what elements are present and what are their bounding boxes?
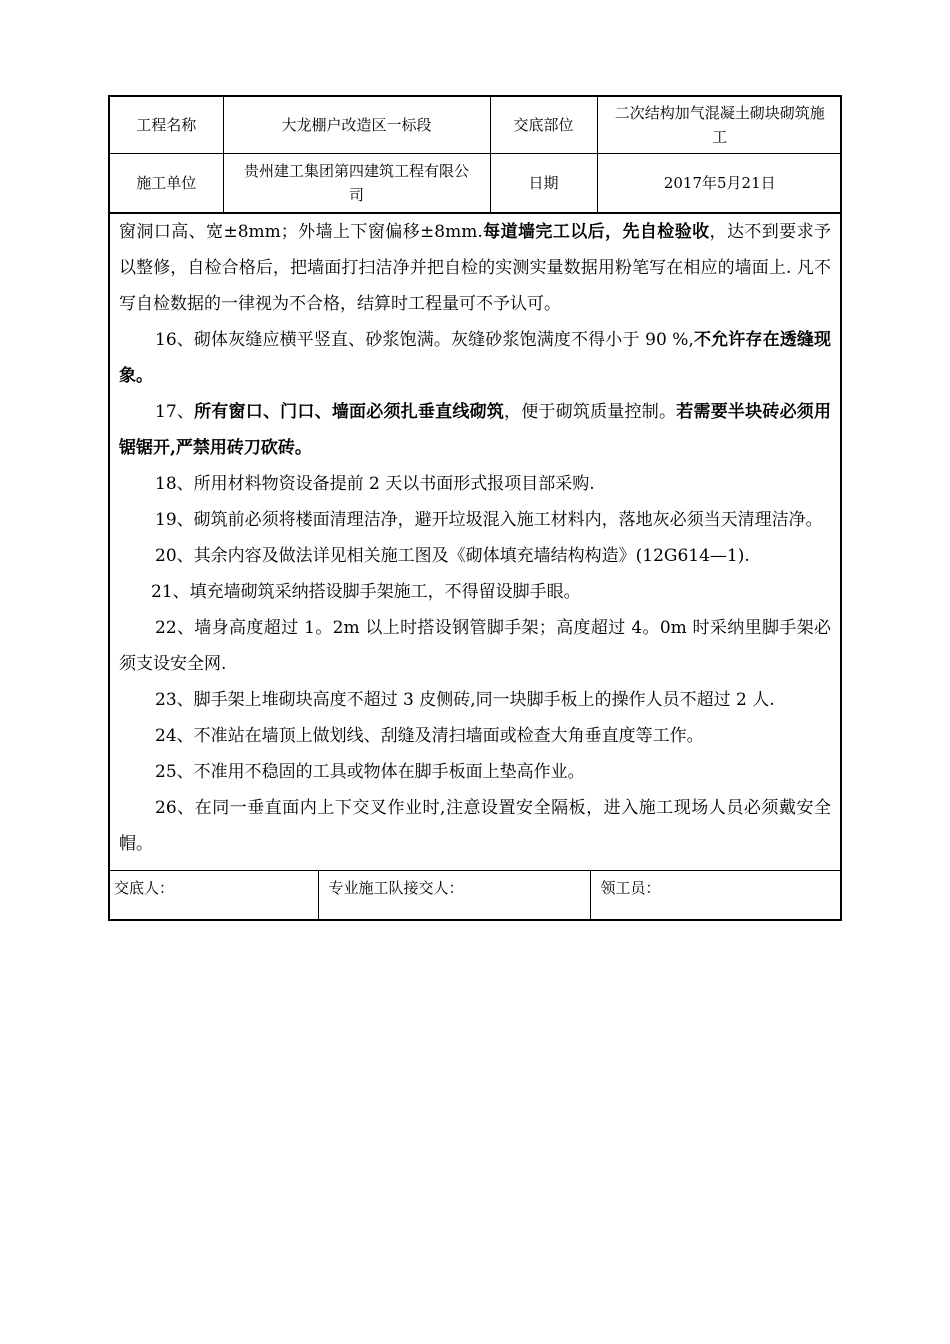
contractor: 贵州建工集团第四建筑工程有限公司 [223, 154, 490, 213]
text: 窗洞口高、宽±8mm；外墙上下窗偏移±8mm. [119, 222, 483, 242]
receiver-signature: 专业施工队接交人： [318, 871, 590, 919]
disclosure-content [110, 213, 840, 870]
emphasis-text: 不允许存在透缝现象。 [119, 330, 831, 386]
text: ，达不到要求予以整修，自检合格后，把墙面打扫洁净并把自检的实测实量数据用粉笔写在相应的墙面上. 凡不写自检数据的一律视为不合格，结算时工程量可不予认可。 [119, 222, 831, 314]
paragraph-16 [119, 322, 831, 394]
location-label: 交底部位 [490, 97, 597, 154]
paragraph-24: 24、不准站在墙顶上做划线、刮缝及清扫墙面或检查大角垂直度等工作。 [155, 726, 704, 746]
paragraph-17 [119, 394, 831, 466]
emphasis-text: 所有窗口、门口、墙面必须扎垂直线砌筑 [194, 402, 505, 422]
emphasis-text: 每道墙完工以后，先自检验收 [482, 222, 710, 242]
emphasis-text: 若需要半块砖必须用锯锯开,严禁用砖刀砍砖。 [119, 402, 832, 458]
paragraph-18: 18、所用材料物资设备提前 2 天以书面形式报项目部采购. [155, 474, 595, 494]
date: 2017年5月21日 [597, 154, 842, 213]
paragraph-22: 22、墙身高度超过 1。2m 以上时搭设钢管脚手架；高度超过 4。0m 时采纳里脚手架必须支设安全网. [119, 618, 831, 674]
text: 16、砌体灰缝应横平竖直、砂浆饱满。灰缝砂浆饱满度不得小于 90 %, [155, 330, 694, 350]
signature-table [110, 870, 842, 919]
paragraph-19: 19、砌筑前必须将楼面清理洁净，避开垃圾混入施工材料内，落地灰必须当天清理洁净。 [155, 510, 823, 530]
paragraph-25: 25、不准用不稳固的工具或物体在脚手板面上垫高作业。 [155, 762, 585, 782]
location: 二次结构加气混凝土砌块砌筑施工 [597, 97, 842, 154]
text: ，便于砌筑质量控制。 [504, 402, 677, 422]
paragraph-15-cont [119, 214, 831, 322]
disclosure-form [108, 95, 842, 921]
header-table [110, 97, 842, 213]
paragraph-23: 23、脚手架上堆砌块高度不超过 3 皮侧砖,同一块脚手板上的操作人员不超过 2 人. [155, 690, 775, 710]
project-name-label: 工程名称 [110, 97, 223, 154]
contractor-label: 施工单位 [110, 154, 223, 213]
paragraph-26: 26、在同一垂直面内上下交叉作业时,注意设置安全隔板，进入施工现场人员必须戴安全帽。 [119, 798, 831, 854]
paragraph-21: 21、填充墙砌筑采纳搭设脚手架施工，不得留设脚手眼。 [151, 582, 581, 602]
paragraph-20: 20、其余内容及做法详见相关施工图及《砌体填充墙结构构造》(12G614—1). [155, 546, 750, 566]
project-name: 大龙棚户改造区一标段 [223, 97, 490, 154]
text: 17、 [155, 402, 195, 422]
foreman-signature: 领工员： [590, 871, 842, 919]
presenter-signature: 交底人： [110, 871, 318, 919]
date-label: 日期 [490, 154, 597, 213]
